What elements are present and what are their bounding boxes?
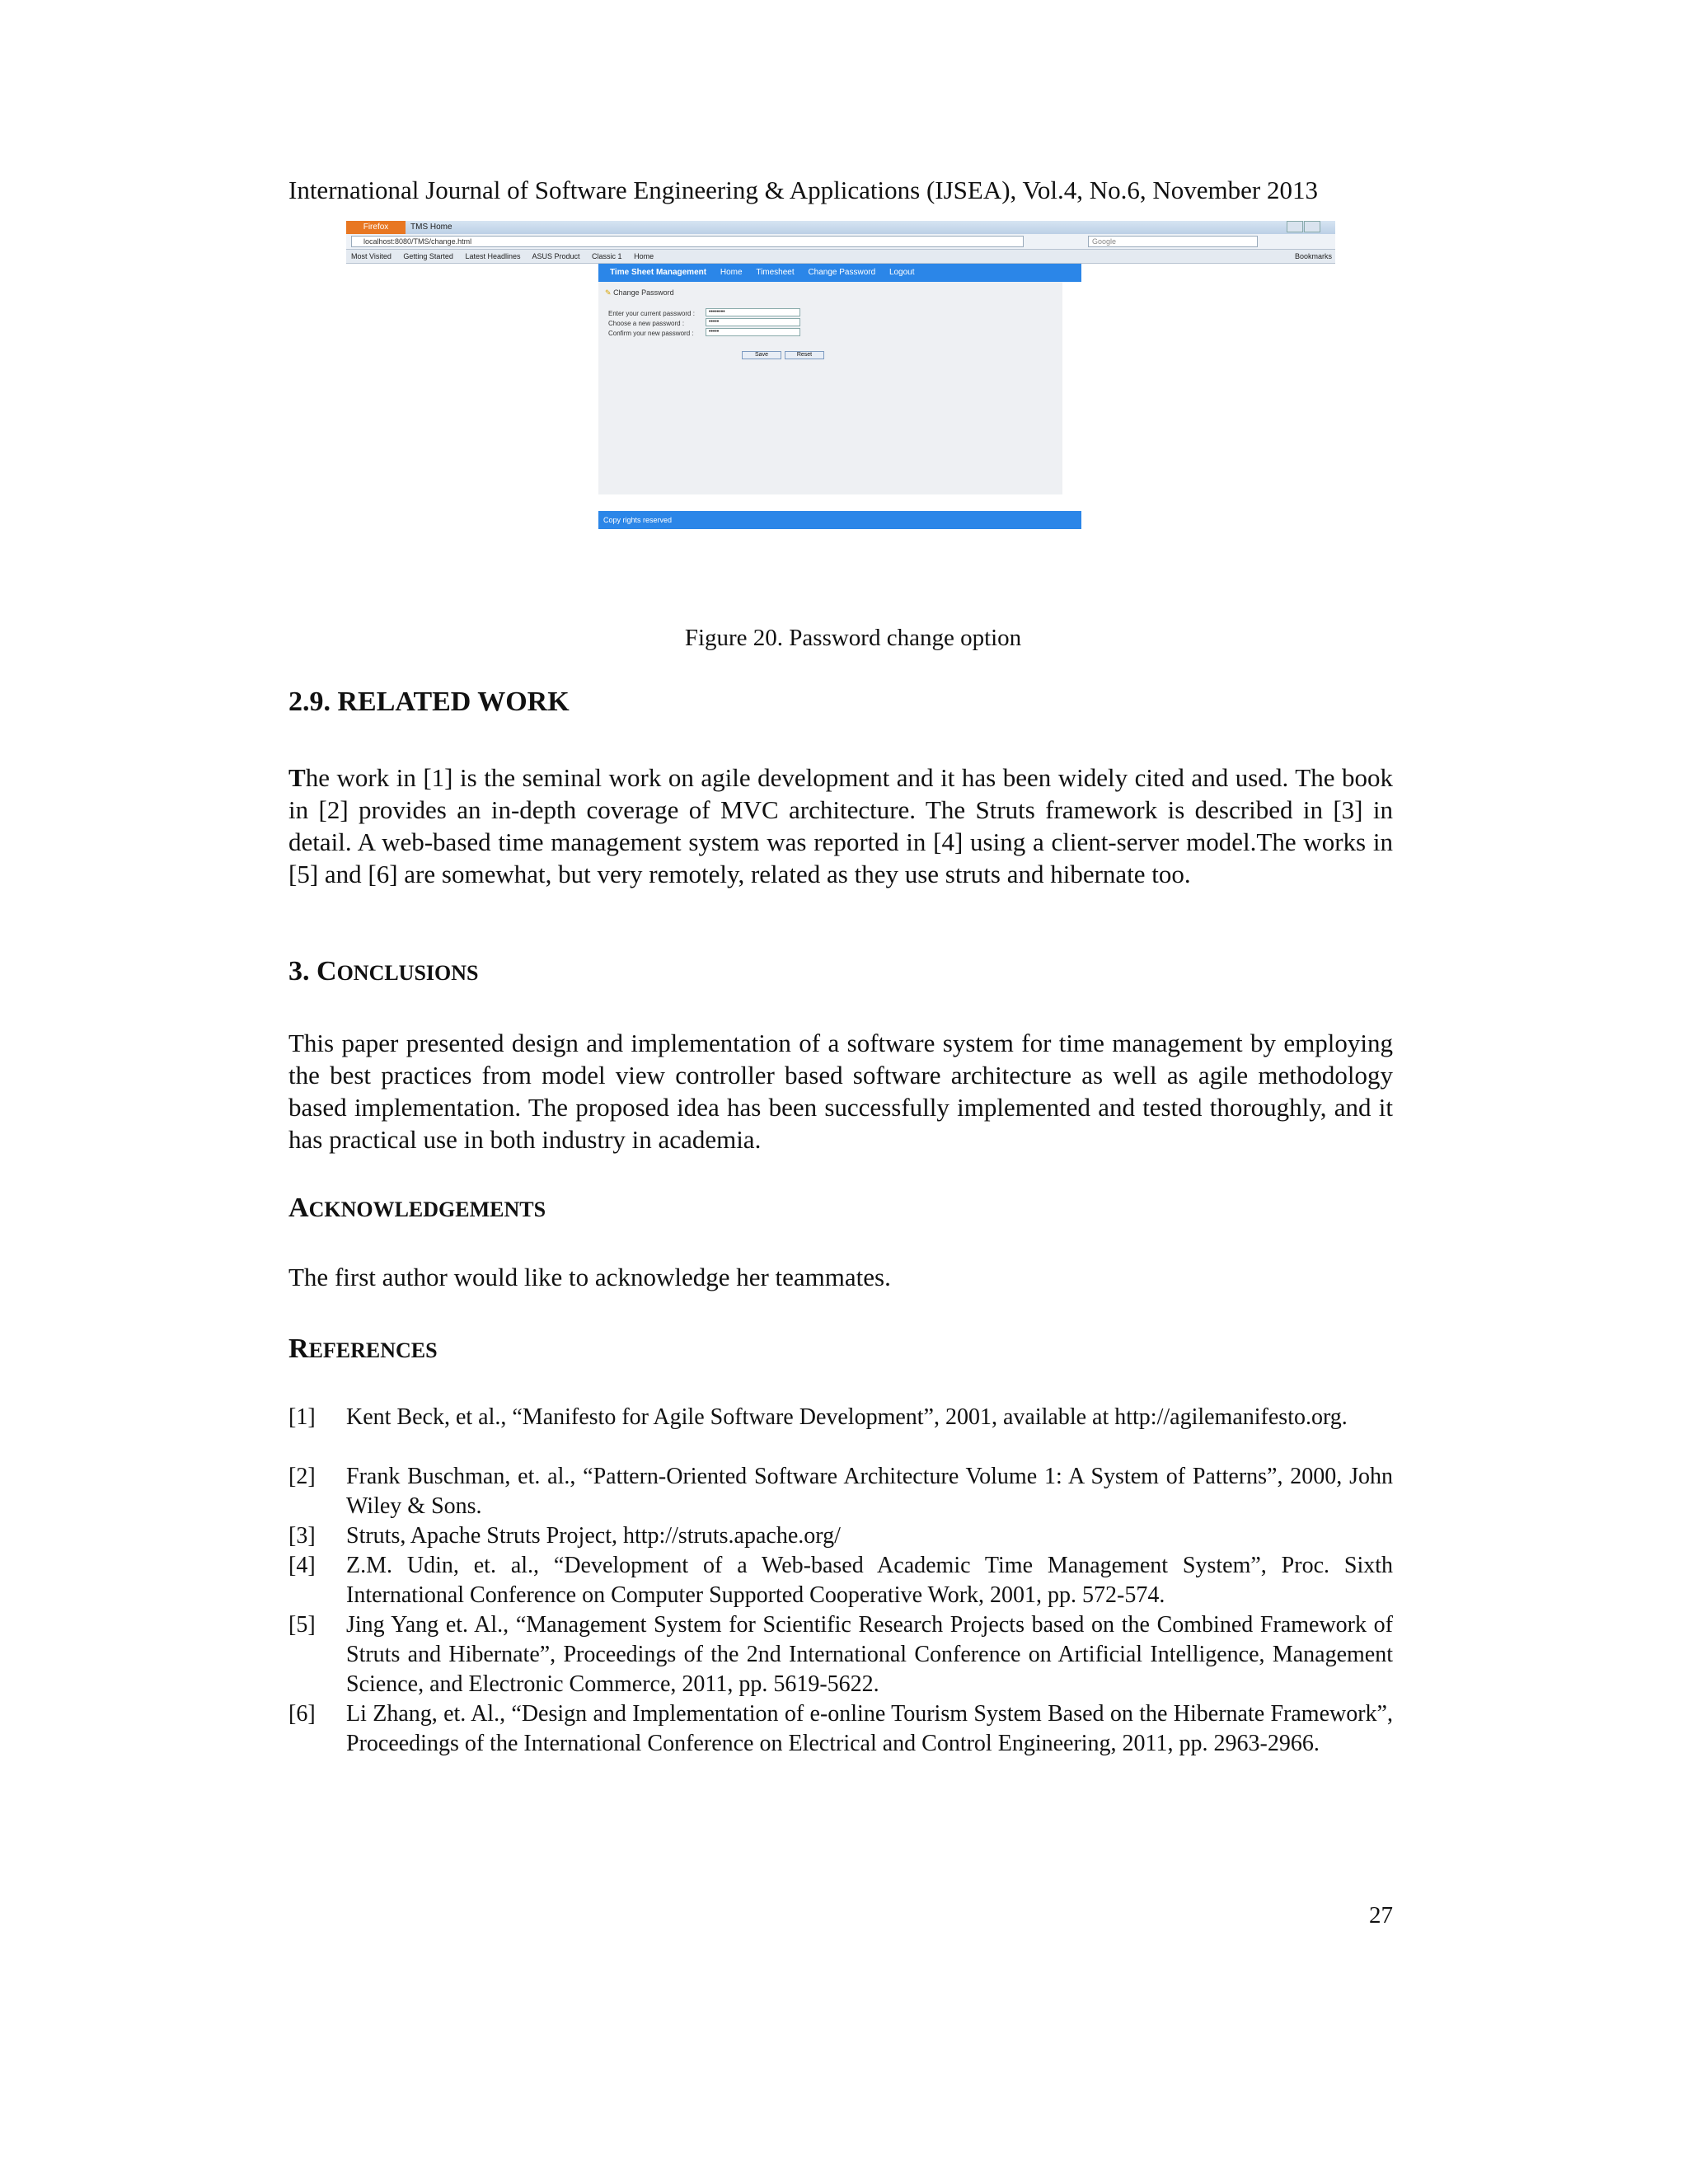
heading-cap: A bbox=[288, 1193, 309, 1223]
reference-number: [2] bbox=[288, 1464, 316, 1489]
heading-acknowledgements bbox=[288, 1193, 546, 1224]
bookmark-getting-started[interactable]: Getting Started bbox=[403, 252, 453, 260]
reference-number: [3] bbox=[288, 1523, 316, 1549]
reset-button[interactable]: Reset bbox=[785, 351, 824, 359]
new-password-label: Choose a new password : bbox=[608, 320, 685, 327]
browser-urlbar bbox=[346, 234, 1335, 250]
app-navbar bbox=[598, 264, 1081, 282]
figure-screenshot bbox=[346, 221, 1335, 534]
heading-rest: EFERENCES bbox=[308, 1338, 438, 1362]
app-title: Time Sheet Management bbox=[610, 268, 707, 277]
firefox-menu-button[interactable]: Firefox bbox=[346, 221, 406, 234]
confirm-password-label: Confirm your new password : bbox=[608, 330, 694, 337]
new-password-input[interactable]: ••••• bbox=[706, 318, 800, 326]
paragraph-related-work bbox=[288, 762, 1393, 890]
maximize-icon[interactable] bbox=[1304, 221, 1320, 232]
heading-related-work: 2.9. RELATED WORK bbox=[288, 687, 570, 717]
bookmarks-toolbar bbox=[346, 250, 1335, 264]
related-work-text: he work in [1] is the seminal work on agile development and it has been widely cited and used. The book in [2] provides an in-depth coverage of MVC architecture. The Struts framework is described in [3] in detail. A web-based time management system was reported in [4] using a client-server model.The works in [5] and [6] are somewhat, but very remotely, related as they use struts and hibernate too. bbox=[288, 763, 1393, 888]
form-heading-label: Change Password bbox=[613, 288, 674, 297]
current-password-label: Enter your current password : bbox=[608, 310, 695, 317]
page-number: 27 bbox=[1369, 1902, 1393, 1929]
heading-conclusions bbox=[288, 956, 479, 987]
nav-change-password[interactable]: Change Password bbox=[808, 268, 876, 277]
search-input[interactable]: Google bbox=[1088, 236, 1258, 247]
minimize-icon[interactable] bbox=[1287, 221, 1303, 232]
window-controls bbox=[1286, 221, 1335, 232]
bookmarks-menu[interactable]: Bookmarks bbox=[1294, 252, 1332, 260]
key-icon: ✎ bbox=[605, 288, 612, 297]
heading-rest: CKNOWLEDGEMENTS bbox=[308, 1197, 546, 1221]
reference-number: [5] bbox=[288, 1612, 316, 1638]
paragraph-acknowledgements: The first author would like to acknowledge her teammates. bbox=[288, 1263, 891, 1291]
save-button[interactable]: Save bbox=[742, 351, 781, 359]
running-header: International Journal of Software Engineering & Applications (IJSEA), Vol.4, No.6, November 2013 bbox=[288, 176, 1318, 204]
heading-cap: C bbox=[316, 956, 337, 987]
nav-logout[interactable]: Logout bbox=[889, 268, 915, 277]
browser-tab-title[interactable]: TMS Home bbox=[410, 223, 452, 232]
heading-rest: ONCLUSIONS bbox=[336, 961, 479, 985]
current-password-input[interactable]: •••••••• bbox=[706, 308, 800, 316]
heading-references bbox=[288, 1333, 438, 1365]
bookmark-most-visited[interactable]: Most Visited bbox=[351, 252, 392, 260]
reference-text: Z.M. Udin, et. al., “Development of a Web-based Academic Time Management System”, Proc. Sixth International Conference on Computer Supported Cooperative Work, 2001, pp. 572-574. bbox=[346, 1553, 1393, 1608]
reference-text: Frank Buschman, et. al., “Pattern-Oriented Software Architecture Volume 1: A System of Patterns”, 2000, John Wiley & Sons. bbox=[346, 1464, 1393, 1519]
bookmark-asus-product[interactable]: ASUS Product bbox=[532, 252, 580, 260]
bookmark-latest-headlines[interactable]: Latest Headlines bbox=[465, 252, 521, 260]
browser-titlebar bbox=[346, 221, 1335, 234]
app-content bbox=[598, 282, 1062, 494]
reference-text: Jing Yang et. Al., “Management System for Scientific Research Projects based on the Combined Framework of Struts and Hibernate”, Proceedings of the 2nd International Conference on Artificial Intelligence, Management Science, and Electronic Commerce, 2011, pp. 5619-5622. bbox=[346, 1612, 1393, 1697]
reference-number: [6] bbox=[288, 1701, 316, 1727]
figure-caption: Figure 20. Password change option bbox=[684, 625, 1022, 651]
reference-number: [4] bbox=[288, 1553, 316, 1578]
confirm-password-input[interactable]: ••••• bbox=[706, 328, 800, 336]
bookmark-classic[interactable]: Classic 1 bbox=[592, 252, 622, 260]
heading-cap: R bbox=[288, 1333, 309, 1364]
nav-home[interactable]: Home bbox=[720, 268, 743, 277]
heading-number: 3. bbox=[288, 956, 316, 987]
url-input[interactable]: localhost:8080/TMS/change.html bbox=[351, 236, 1024, 247]
reference-number: [1] bbox=[288, 1404, 316, 1430]
paragraph-conclusions: This paper presented design and implementation of a software system for time management by employing the best practices from model view controller based software architecture as well as agile methodology based implementation. The proposed idea has been successfully implemented and tested thoroughly, and it has practical use in both industry in academia. bbox=[288, 1029, 1393, 1154]
reference-text: Kent Beck, et al., “Manifesto for Agile Software Development”, 2001, available at http://agilemanifesto.org. bbox=[346, 1404, 1348, 1430]
bookmark-home[interactable]: Home bbox=[634, 252, 654, 260]
change-password-heading bbox=[605, 288, 674, 298]
reference-text: Li Zhang, et. Al., “Design and Implementation of e-online Tourism System Based on the Hibernate Framework”, Proceedings of the International Conference on Electrical and Control Engineering, 2011, pp. 2963-2966. bbox=[346, 1701, 1393, 1756]
reference-text: Struts, Apache Struts Project, http://struts.apache.org/ bbox=[346, 1523, 841, 1549]
drop-letter: T bbox=[288, 763, 306, 792]
app-footer: Copy rights reserved bbox=[598, 511, 1081, 529]
nav-timesheet[interactable]: Timesheet bbox=[756, 268, 795, 277]
